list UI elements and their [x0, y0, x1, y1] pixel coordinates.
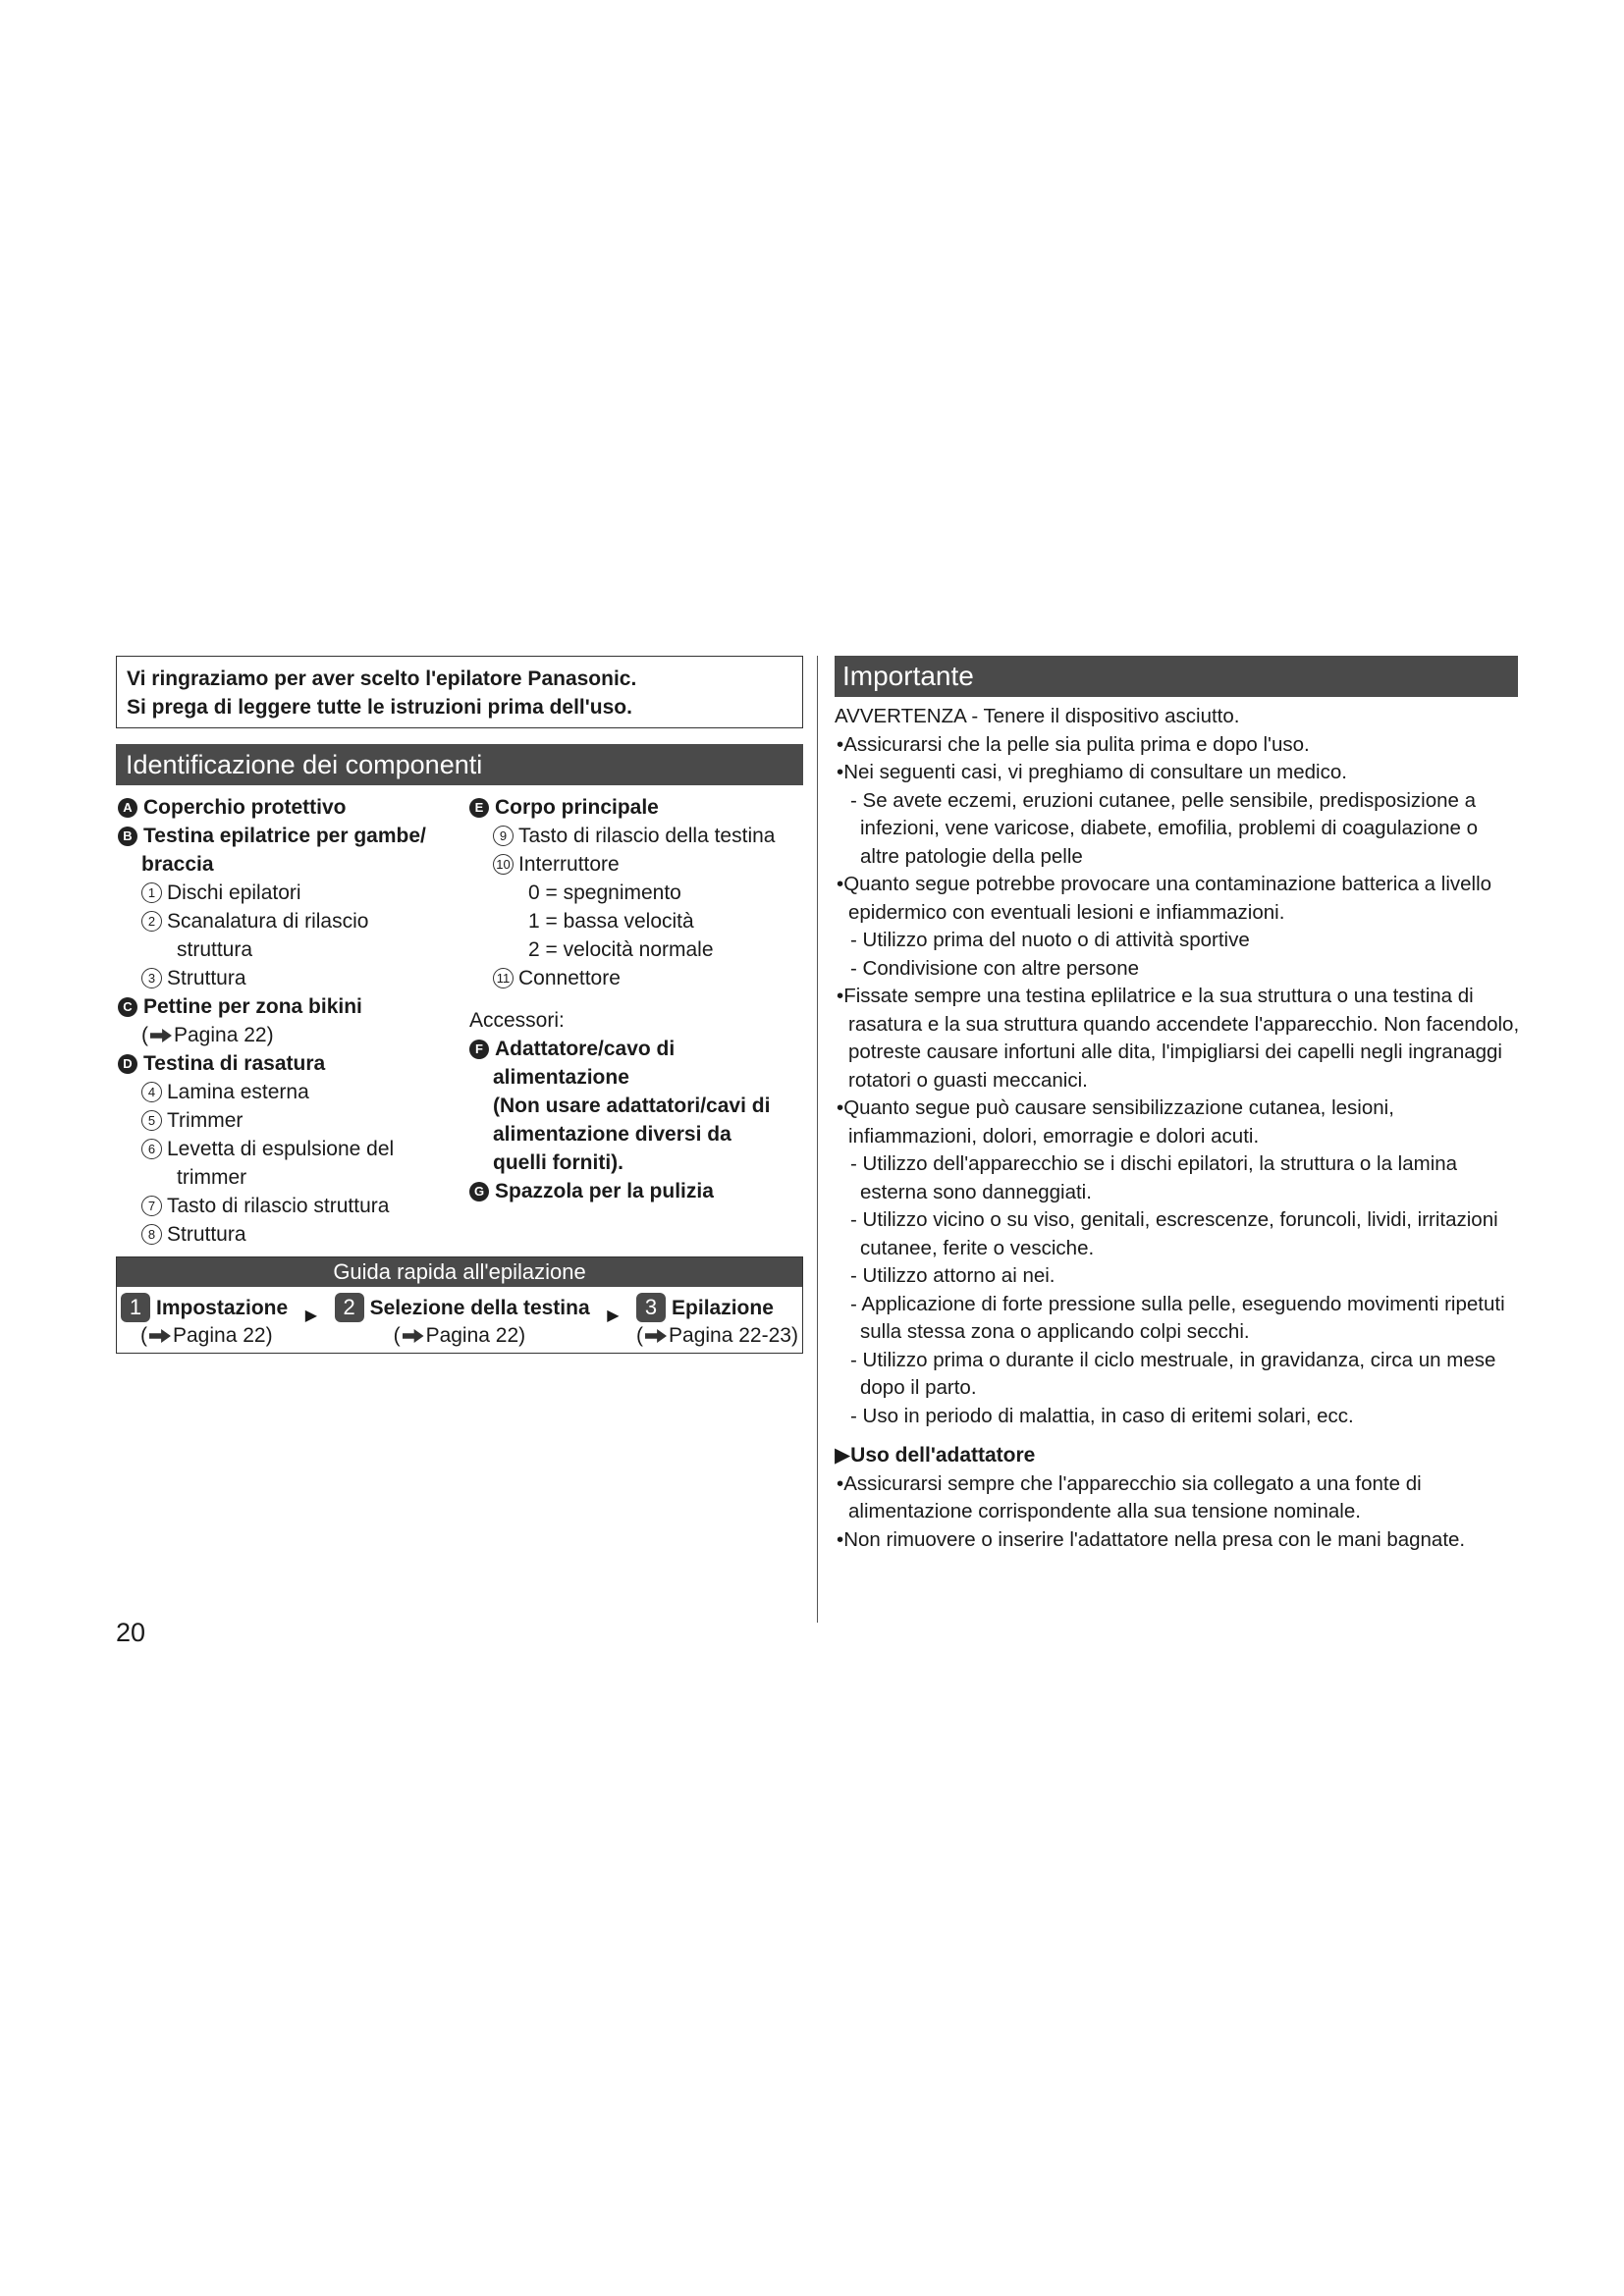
part-e9: Tasto di rilascio della testina	[518, 825, 776, 847]
page-ref-arrow-icon	[645, 1329, 667, 1343]
bullet-3-sub-2: - Condivisione con altre persone	[850, 956, 1139, 980]
badge-b: B	[118, 827, 137, 846]
num-7: 7	[141, 1196, 162, 1216]
quick-guide-title: Guida rapida all'epilazione	[117, 1257, 802, 1287]
part-d-label: Testina di rasatura	[143, 1052, 326, 1075]
part-c-label: Pettine per zona bikini	[143, 995, 362, 1018]
step-label-2: Selezione della testina	[369, 1297, 590, 1319]
parts-section-title: Identificazione dei componenti	[116, 744, 803, 785]
num-11: 11	[493, 968, 514, 988]
num-9: 9	[493, 826, 514, 846]
bullet-4: •Fissate sempre una testina eplilatrice e la sua struttura o una testina di rasatura e la sua struttura quando accendete l'apparecchio. Non facendolo, potreste causare infortuni alle dita, l'impigliarsi dei capelli negli ingranaggi rotatori o guasti meccanici.	[837, 985, 1520, 1092]
num-2: 2	[141, 911, 162, 932]
step-number-2: 2	[335, 1293, 364, 1322]
part-f-label: Adattatore/cavo di	[495, 1038, 676, 1060]
left-column	[116, 656, 803, 1354]
num-3: 3	[141, 968, 162, 988]
thanks-box	[116, 656, 803, 728]
bullet-4-text: Fissate sempre una testina eplilatrice e la sua struttura o una testina di rasatura e la sua struttura quando accendete l'apparecchio. Non facendolo, potreste causare infortuni alle dita, l'impigliarsi dei capelli negli ingranaggi rotatori o guasti meccanici.	[843, 985, 1520, 1092]
part-d6-cont: trimmer	[177, 1166, 247, 1189]
step-ref-2: Pagina 22)	[425, 1324, 526, 1347]
triangle-right-icon: ▶	[835, 1444, 851, 1467]
bullet-3-text: Quanto segue potrebbe provocare una contaminazione batterica a livello epidermico con eventuali lesioni e infiammazioni.	[843, 873, 1492, 924]
bullet-5-sub-4: - Applicazione di forte pressione sulla pelle, eseguendo movimenti ripetuti sulla stessa zona o applicando colpi secchi.	[850, 1292, 1505, 1343]
important-title: Importante	[835, 656, 1518, 697]
part-b-label: Testina epilatrice per gambe/	[143, 825, 426, 847]
step-arrow-icon: ▶	[304, 1308, 318, 1324]
important-body	[835, 703, 1522, 1554]
bullet-3-sub-1: - Utilizzo prima del nuoto o di attività sportive	[850, 929, 1250, 951]
step-number-1: 1	[121, 1293, 150, 1322]
column-divider	[817, 656, 818, 1623]
badge-e: E	[469, 798, 489, 818]
adapter-bullet-1-text: Assicurarsi sempre che l'apparecchio sia collegato a una fonte di alimentazione corrispondente alla sua tensione nominale.	[843, 1471, 1422, 1522]
bullet-5-sub-3: - Utilizzo attorno ai nei.	[850, 1264, 1056, 1287]
part-b2-cont: struttura	[177, 938, 253, 961]
adapter-heading-text: Uso dell'adattatore	[850, 1444, 1036, 1467]
num-8: 8	[141, 1224, 162, 1245]
switch-pos-0: 0 = spegnimento	[528, 881, 681, 904]
part-e-label: Corpo principale	[495, 796, 659, 819]
badge-c: C	[118, 997, 137, 1017]
thanks-line-2: Si prega di leggere tutte le istruzioni prima dell'uso.	[127, 696, 632, 719]
parts-right-column	[452, 793, 803, 1249]
bullet-5-sub-1: - Utilizzo dell'apparecchio se i dischi epilatori, la struttura o la lamina esterna sono danneggiati.	[850, 1152, 1458, 1203]
right-column	[835, 656, 1522, 1554]
step-number-3: 3	[636, 1293, 666, 1322]
badge-d: D	[118, 1054, 137, 1074]
quick-step-1: 1 Impostazione ( Pagina 22)	[121, 1293, 288, 1349]
part-d8: Struttura	[167, 1223, 246, 1246]
part-d7: Tasto di rilascio struttura	[167, 1195, 390, 1217]
part-a-label: Coperchio protettivo	[143, 796, 347, 819]
part-f-note-2: alimentazione diversi da	[493, 1123, 731, 1146]
part-d4: Lamina esterna	[167, 1081, 309, 1103]
parts-list	[116, 793, 803, 1249]
parts-left-column: A Coperchio protettivo B Testina epilatrice per gambe/ braccia 1 Dischi epilatori 2 Scanalatura di rilascio struttura 3 Struttura C Pettine per zona bikini ( Pagina 22) D Testina di rasatura 4 Lamina esterna 5 Trimmer 6 Levetta di espulsione del trimmer 7 Tasto di rilascio struttura 8 Struttura	[116, 793, 452, 1249]
quick-guide-steps	[117, 1287, 802, 1353]
badge-g: G	[469, 1182, 489, 1201]
part-g-label: Spazzola per la pulizia	[495, 1180, 714, 1202]
bullet-2-sub-1: - Se avete eczemi, eruzioni cutanee, pelle sensibile, predisposizione a infezioni, vene varicose, diabete, emofilia, problemi di coagulazione o altre patologie della pelle	[850, 788, 1479, 868]
bullet-5-text: Quanto segue può causare sensibilizzazione cutanea, lesioni, infiammazioni, dolori, emorragie e dolori acuti.	[843, 1096, 1394, 1148]
warning-text: AVVERTENZA - Tenere il dispositivo asciutto.	[835, 705, 1240, 727]
part-f-note-3: quelli forniti).	[493, 1151, 623, 1174]
page-ref-arrow-icon	[149, 1329, 171, 1343]
bullet-1: •Assicurarsi che la pelle sia pulita prima e dopo l'uso.	[837, 732, 1310, 756]
part-b3: Struttura	[167, 967, 246, 989]
badge-a: A	[118, 798, 137, 818]
quick-step-3: 3 Epilazione ( Pagina 22-23)	[636, 1295, 798, 1347]
num-10: 10	[493, 854, 514, 875]
part-d6: Levetta di espulsione del	[167, 1138, 395, 1160]
step-ref-3: Pagina 22-23)	[669, 1324, 798, 1347]
step-label-3: Epilazione	[672, 1297, 774, 1319]
part-b1: Dischi epilatori	[167, 881, 301, 904]
bullet-5-sub-2: - Utilizzo vicino o su viso, genitali, escrescenze, foruncoli, lividi, irritazioni cutanee, ferite o vesciche.	[850, 1208, 1498, 1259]
part-c-ref: Pagina 22)	[174, 1024, 274, 1046]
page-number: 20	[116, 1618, 146, 1647]
badge-f: F	[469, 1040, 489, 1059]
num-5: 5	[141, 1110, 162, 1131]
step-label-1: Impostazione	[156, 1297, 289, 1319]
part-e11: Connettore	[518, 967, 621, 989]
adapter-bullet-2: •Non rimuovere o inserire l'adattatore nella presa con le mani bagnate.	[837, 1527, 1466, 1551]
quick-guide	[116, 1256, 803, 1354]
adapter-bullet-2-text: Non rimuovere o inserire l'adattatore nella presa con le mani bagnate.	[843, 1527, 1466, 1551]
num-6: 6	[141, 1139, 162, 1159]
bullet-2: •Nei seguenti casi, vi preghiamo di consultare un medico.	[837, 761, 1347, 783]
accessories-heading: Accessori:	[469, 1009, 565, 1032]
thanks-line-1: Vi ringraziamo per aver scelto l'epilatore Panasonic.	[127, 667, 637, 690]
part-e10: Interruttore	[518, 853, 620, 876]
part-d5: Trimmer	[167, 1109, 244, 1132]
bullet-5: •Quanto segue può causare sensibilizzazione cutanea, lesioni, infiammazioni, dolori, emorragie e dolori acuti.	[837, 1096, 1394, 1148]
page-ref-arrow-icon	[150, 1029, 172, 1042]
bullet-2-text: Nei seguenti casi, vi preghiamo di consultare un medico.	[843, 761, 1347, 783]
page-ref-arrow-icon	[403, 1329, 424, 1343]
part-b-label-cont: braccia	[141, 853, 214, 876]
adapter-bullet-1: •Assicurarsi sempre che l'apparecchio sia collegato a una fonte di alimentazione corrispondente alla sua tensione nominale.	[837, 1471, 1422, 1522]
bullet-3: •Quanto segue potrebbe provocare una contaminazione batterica a livello epidermico con eventuali lesioni e infiammazioni.	[837, 873, 1492, 924]
switch-pos-2: 2 = velocità normale	[528, 938, 714, 961]
bullet-5-sub-6: - Uso in periodo di malattia, in caso di eritemi solari, ecc.	[850, 1404, 1354, 1427]
bullet-1-text: Assicurarsi che la pelle sia pulita prima e dopo l'uso.	[843, 732, 1310, 756]
part-b2: Scanalatura di rilascio	[167, 910, 369, 933]
step-ref-1: Pagina 22)	[173, 1324, 273, 1347]
bullet-5-sub-5: - Utilizzo prima o durante il ciclo mestruale, in gravidanza, circa un mese dopo il parto.	[850, 1348, 1496, 1399]
num-4: 4	[141, 1082, 162, 1102]
quick-step-2: 2 Selezione della testina ( Pagina 22)	[335, 1293, 590, 1349]
part-f-label-cont: alimentazione	[493, 1066, 629, 1089]
adapter-heading	[835, 1442, 1522, 1470]
step-arrow-icon: ▶	[607, 1308, 620, 1324]
switch-pos-1: 1 = bassa velocità	[528, 910, 694, 933]
part-f-note-1: (Non usare adattatori/cavi di	[493, 1095, 771, 1117]
num-1: 1	[141, 882, 162, 903]
